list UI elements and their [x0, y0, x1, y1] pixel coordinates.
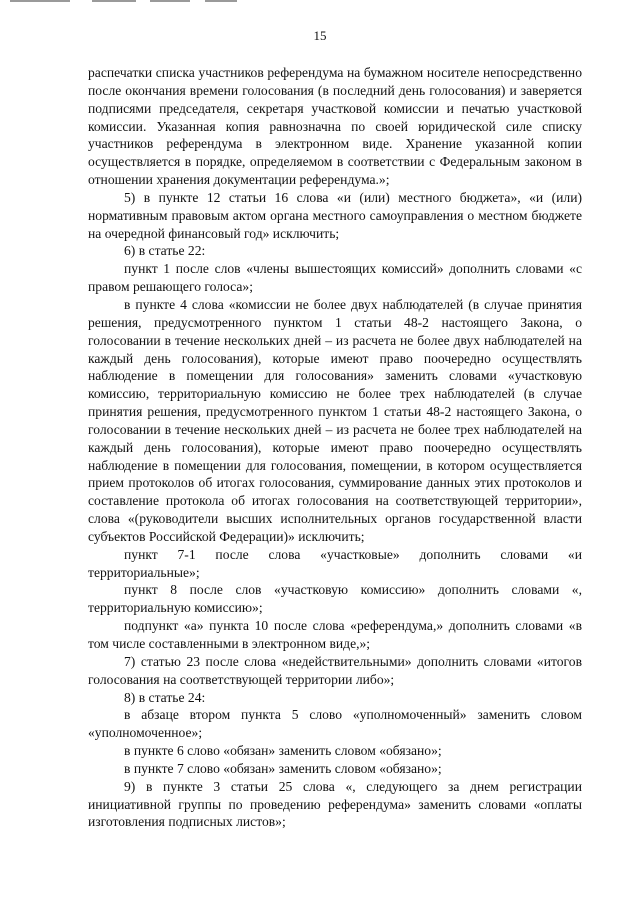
paragraph: пункт 8 после слов «участковую комиссию» дополнить словами «, территориальную комиссию»;: [88, 582, 582, 616]
paragraph: в пункте 6 слово «обязан» заменить словом «обязано»;: [124, 743, 442, 759]
paragraph: в пункте 7 слово «обязан» заменить словом «обязано»;: [124, 760, 442, 776]
paragraph: 9) в пункте 3 статьи 25 слова «, следующего за днем регистрации инициативной группы по проведению референдума» заменить словами «оплаты изготовления подписных листов»;: [88, 778, 582, 830]
paragraph: распечатки списка участников референдума на бумажном носителе непосредственно после окончания времени голосования (в последний день голосования) и заверяется подписями председателя, секретаря участковой комиссии и печатью участковой комиссии. Указанная копия равнозначна по своей юридической силе списку участников референдума в электронном виде. Хранение указанной копии осуществляется в порядке, определяемом в соответствии с Федеральным законом в отношении хранения документации референдума.»;: [88, 65, 582, 188]
paragraph: в абзаце втором пункта 5 слово «уполномоченный» заменить словом «уполномоченное»;: [88, 707, 582, 741]
paragraph: пункт 7-1 после слова «участковые» дополнить словами «и территориальные»;: [88, 546, 582, 580]
paragraph: подпункт «а» пункта 10 после слова «референдума,» дополнить словами «в том числе составленными в электронном виде,»;: [88, 618, 582, 651]
scan-top-marks: [0, 0, 640, 4]
page-number: 15: [313, 28, 327, 43]
paragraph: 5) в пункте 12 статьи 16 слова «и (или) местного бюджета», «и (или) нормативным правовым актом органа местного самоуправления о местном бюджете на очередной финансовый год» исключить;: [88, 189, 582, 241]
paragraph: 6) в статье 22:: [124, 243, 206, 259]
paragraph: 7) статью 23 после слова «недействительными» дополнить словами «итогов голосования на соответствующей территории либо»;: [88, 653, 582, 687]
paragraph: в пункте 4 слова «комиссии не более двух наблюдателей (в случае принятия решения, предусмотренного пунктом 1 статьи 48-2 настоящего Закона, о голосовании в течение нескольких дней – из расчета не более двух наблюдателей на каждый день голосования), которые имеют право поочередно осуществлять наблюдение в помещении для голосования» заменить словами «участковую комиссию, территориальную комиссию не более трех наблюдателей (в случае принятия решения, предусмотренного пунктом 1 статьи 48-2 настоящего Закона, о голосовании в течение нескольких дней – из расчета не более трех наблюдателей на каждый день голосования), которые имеют право поочередно осуществлять наблюдение в помещении для голосования, помещении, в котором осуществляется прием протоколов об итогах голосования, суммирование данных этих протоколов и составление протокола об итогах голосования на соответствующей территории», слова «(руководители высших исполнительных органов государственной власти субъектов Российской Федерации)» исключить;: [88, 296, 582, 544]
document-body: [88, 64, 582, 831]
paragraph: 8) в статье 24:: [124, 689, 206, 705]
paragraph: пункт 1 после слов «члены вышестоящих комиссий» дополнить словами «с правом решающего голоса»;: [88, 261, 582, 295]
